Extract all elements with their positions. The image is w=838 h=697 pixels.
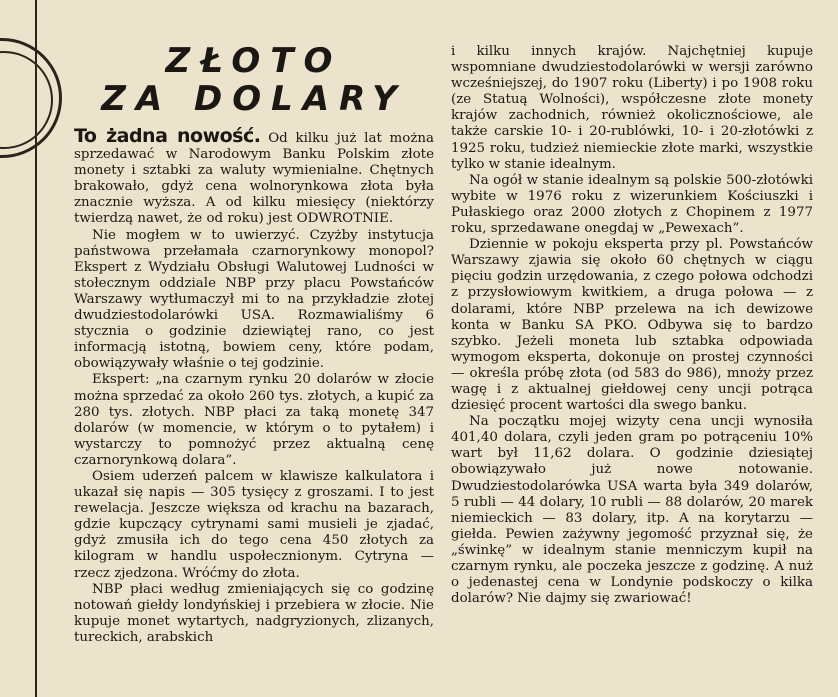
stamp-inner-ring <box>0 51 53 149</box>
title-line-1: ZŁOTO <box>165 41 343 81</box>
paragraph: Dziennie w pokoju eksperta przy pl. Powstańców Warszawy zjawia się około 60 chętnych w ciągu pięciu godzin urzędowania, z czego połowa odchodzi z przysłowiowym kwitkiem, a druga połowa — z dolarami, które NBP przelewa na ich dewizowe konta w Banku SA PKO. Odbywa się to bardzo szybko. Jeżeli moneta lub sztabka odpowiada wymogom eksperta, dokonuje on prostej czynności — określa próbę złota (od 583 do 986), mnoży przez wagę i z aktualnej giełdowej ceny uncji potrąca dziesięć procent wartości dla swego banku. <box>451 237 813 414</box>
paragraph: NBP płaci według zmieniających się co godzinę notowań giełdy londyńskiej i przebiera w złocie. Nie kupuje monet wytartych, nadgryzionych, zlizanych, tureckich, arabskich <box>74 581 434 645</box>
article-left-column <box>74 0 434 646</box>
paragraph-text: Od kilku już lat można sprzedawać w Narodowym Banku Polskim złote monety i sztabki za waluty wymienialne. Chętnych brakowało, gdyż cena wolnorynkowa złota była znacznie wyższa. A od kilku miesięcy (niektórzy twierdzą nawet, że od roku) jest ODWROTNIE. <box>74 131 434 227</box>
title-line-2: ZA DOLARY <box>101 79 407 119</box>
lead-paragraph <box>74 125 434 228</box>
paragraph: Ekspert: „na czarnym rynku 20 dolarów w złocie można sprzedać za około 260 tys. złotych, a kupić za 280 tys. złotych. NBP płaci za taką monetę 347 dolarów (w momencie, w którym o to pytałem) i wystarczy to pomnożyć przez aktualną cenę czarnorynkową dolara”. <box>74 372 434 468</box>
paragraph: Na ogół w stanie idealnym są polskie 500-złotówki wybite w 1976 roku z wizerunkiem Kościuszki i Pułaskiego oraz 2000 złotych z Chopinem z 1977 roku, sprzedawane onegdaj w „Pewexach”. <box>451 172 813 237</box>
paragraph: Osiem uderzeń palcem w klawisze kalkulatora i ukazał się napis — 305 tysięcy z groszami. I to jest rewelacja. Jeszcze większa od krachu na bazarach, gdzie kupczący cytrynami sami musieli je zjadać, gdyż zmusiła ich do tego cena 450 złotych za kilogram w handlu uspołecznionym. Cytryna — rzecz zjedzona. Wróćmy do złota. <box>74 468 434 581</box>
lead-heading: To żadna nowość. <box>74 125 261 147</box>
library-stamp <box>0 38 62 158</box>
article-title <box>74 42 434 118</box>
paragraph: Nie mogłem w to uwierzyć. Czyżby instytucja państwowa przełamała czarnorynkowy monopol? Ekspert z Wydziału Obsługi Walutowej Ludności w stołecznym oddziale NBP przy placu Powstańców Warszawy wytłumaczył mi to na przykładzie złotej dwudziestodolarówki USA. Rozmawialiśmy 6 stycznia o godzinie dziewiątej rano, co jest informacją istotną, bowiem ceny, które podam, obowiązywały właśnie o tej godzinie. <box>74 227 434 372</box>
article-right-column <box>451 44 813 607</box>
paragraph: Na początku mojej wizyty cena uncji wynosiła 401,40 dolara, czyli jeden gram po potrąceniu 10% wart był 11,62 dolara. O godzinie dziesiątej obowiązywało już nowe notowanie. Dwudziestodolarówka USA warta była 349 dolarów, 5 rubli — 44 dolary, 10 rubli — 88 dolarów, 20 marek niemieckich — 83 dolary, itp. A na korytarzu — giełda. Pewien zażywny jegomość przyznał się, że „świnkę” w idealnym stanie menniczym kupił na czarnym rynku, ale poczeka jeszcze z godzinę. A nuż o jedenastej cena w Londynie podskoczy o kilka dolarów? Nie dajmy się zwariować! <box>451 414 813 607</box>
paragraph: i kilku innych krajów. Najchętniej kupuje wspomniane dwudziestodolarówki w wersji zarówno wcześniejszej, do 1907 roku (Liberty) i po 1908 roku (ze Statuą Wolności), współczesne złote monety krajów zachodnich, również okolicznościowe, ale także carskie 10- i 20-rublówki, 10- i 20-złotówki z 1925 roku, tudzież niemieckie złote marki, wszystkie tylko w stanie idealnym. <box>451 44 813 172</box>
